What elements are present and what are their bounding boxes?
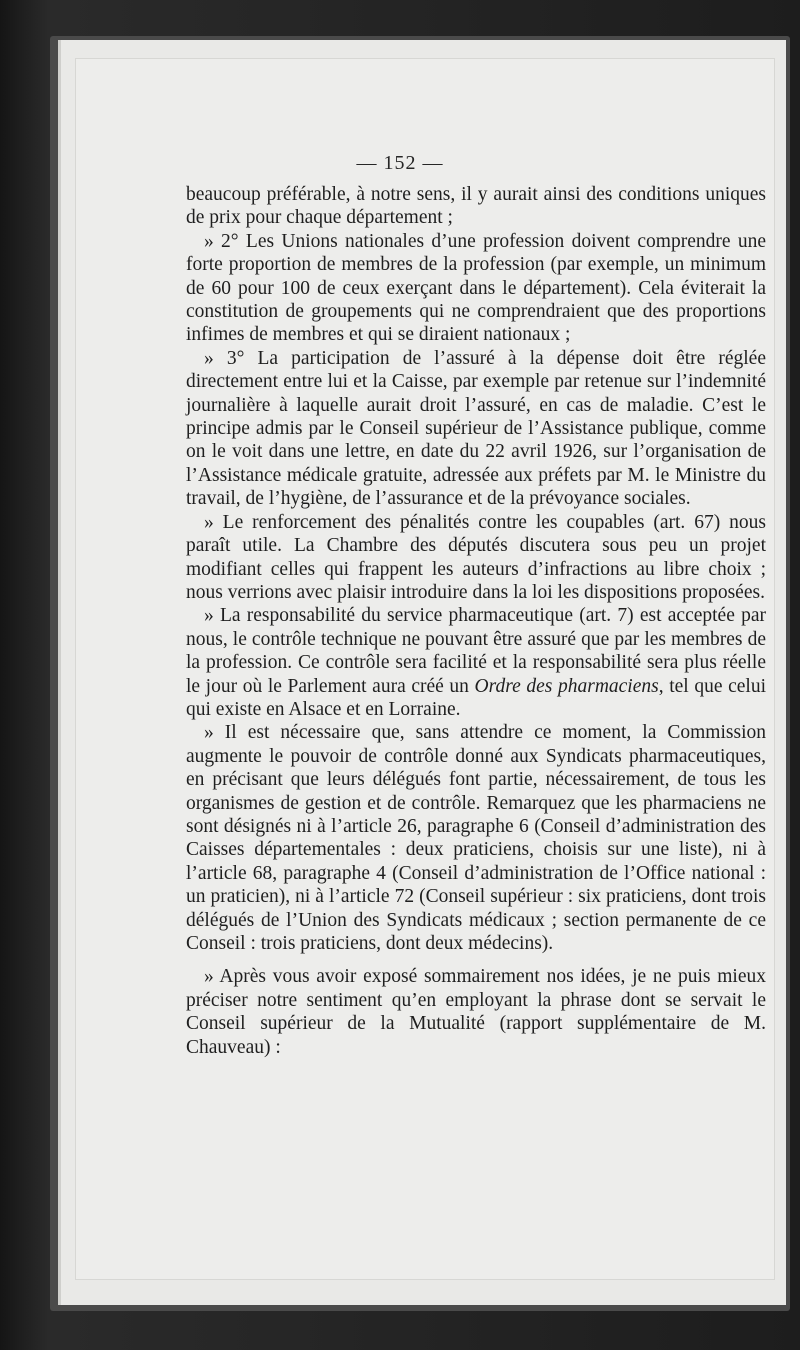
paragraph-7: » Après vous avoir exposé sommairement nos idées, je ne puis mieux préciser notre sentiment qu’en employant la phrase dont se servait le Conseil supérieur de la Mutualité (rapport supplémentaire de M. Chauveau) :: [186, 966, 766, 1058]
page-number: — 152 —: [356, 152, 444, 174]
paragraph-6: » Il est nécessaire que, sans attendre ce moment, la Commission augmente le pouvoir de contrôle donné aux Syndicats pharmaceutiques, en précisant que leurs délégués font partie, nécessairement, de tous les organismes de gestion et de contrôle. Remarquez que les pharmaciens ne sont désignés ni à l’article 26, paragraphe 6 (Conseil d’administration des Caisses départementales : deux praticiens, choisis sur une liste), ni à l’article 68, paragraphe 4 (Conseil d’administration de l’Office national : un praticien), ni à l’article 72 (Conseil supérieur : six praticiens, dont trois délégués de l’Union des Syndicats médicaux ; section permanente de ce Conseil : trois praticiens, dont deux médecins).: [186, 722, 766, 954]
paragraph-4: » Le renforcement des pénalités contre les coupables (art. 67) nous paraît utile. La Chambre des députés discutera sous peu un projet modifiant celles qui frappent les auteurs d’infractions au libre choix ; nous verrions avec plaisir introduire dans la loi les dispositions proposées.: [186, 511, 766, 603]
document-text: [186, 183, 766, 1059]
italic-title: Ordre des pharmaciens: [474, 675, 659, 697]
paragraph-1: beaucoup préférable, à notre sens, il y aurait ainsi des conditions uniques de prix pour chaque département ;: [186, 184, 766, 229]
paragraph-2: » 2° Les Unions nationales d’une profession doivent comprendre une forte proportion de membres de la profession (par exemple, un minimum de 60 pour 100 de ceux exerçant dans le département). Cela éviterait la constitution de groupements qui ne comprendraient que des proportions infimes de membres et qui se diraient nationaux ;: [186, 230, 766, 346]
paragraph-5: » La responsabilité du service pharmaceutique (art. 7) est acceptée par nous, le contrôle technique ne pouvant être assuré que par les membres de la profession. Ce contrôle sera facilité et la responsabilité sera plus réelle le jour où le Parlement aura créé un Ordre des pharmaciens, tel que celui qui existe en Alsace et en Lorraine.: [186, 605, 766, 720]
paragraph-3: » 3° La participation de l’assuré à la dépense doit être réglée directement entre lui et la Caisse, par exemple par retenue sur l’indemnité journalière à laquelle aurait droit l’assuré, en cas de maladie. C’est le principe admis par le Conseil supérieur de l’Assistance publique, comme on le voit dans une lettre, en date du 22 avril 1926, sur l’organisation de l’Assistance médicale gratuite, adressée aux préfets par M. le Ministre du travail, de l’hygiène, de l’assurance et de la prévoyance sociales.: [186, 347, 766, 510]
